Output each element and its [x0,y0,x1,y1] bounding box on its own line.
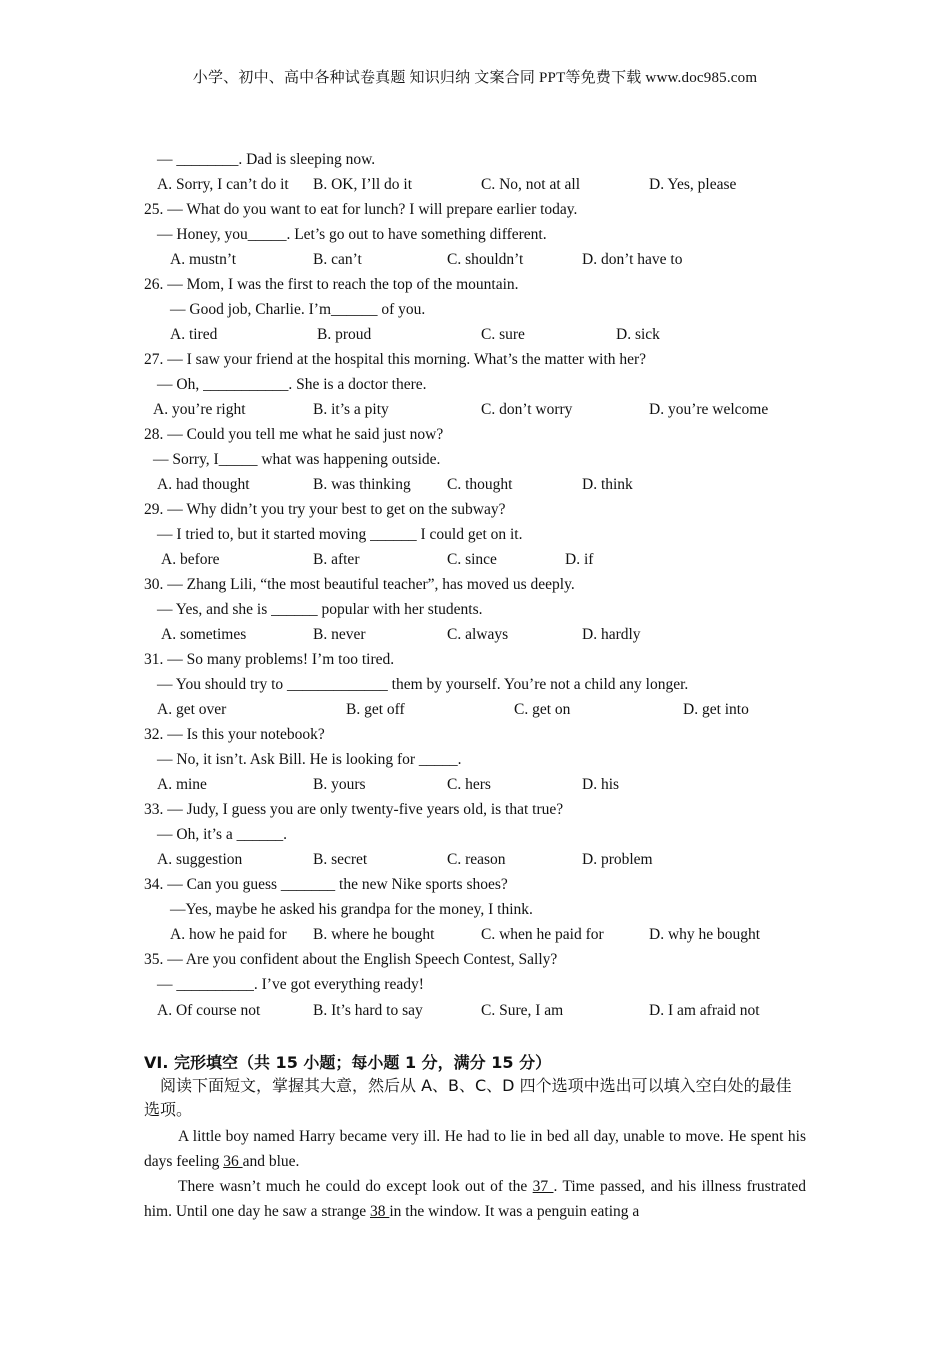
q28-response: — Sorry, I_____ what was happening outside. [153,451,441,468]
q24-option-b: B. OK, I’ll do it [313,176,413,193]
q27-option-c: C. don’t worry [481,401,573,418]
q25-option-b: B. can’t [313,251,362,268]
paragraph-1-text-a: A little boy named Harry became very ill. He had to lie in bed all day, unable to move. He spent his days feeling [144,1128,806,1170]
passage-paragraph-2 [144,1174,806,1224]
q24-option-d: D. Yes, please [649,176,737,193]
blank-38: 38 [369,1203,390,1220]
q30-option-a: A. sometimes [161,626,247,643]
q30-option-b: B. never [313,626,366,643]
q25-option-d: D. don’t have to [582,251,683,268]
q35-question: 35. — Are you confident about the English Speech Contest, Sally? [144,951,558,968]
q34-option-d: D. why he bought [649,926,761,943]
q31-option-c: C. get on [514,701,571,718]
q35-option-d: D. I am afraid not [649,1002,760,1019]
q25-question: 25. — What do you want to eat for lunch? I will prepare earlier today. [144,201,578,218]
paragraph-1-text-b: and blue. [242,1153,300,1170]
paragraph-2-text-b: . Time passed, and his illness frustrated him. Until one day he saw a strange [144,1178,807,1220]
q29-question: 29. — Why didn’t you try your best to get on the subway? [144,501,506,518]
q32-response: — No, it isn’t. Ask Bill. He is looking for _____. [157,751,462,768]
q25-option-a: A. mustn’t [170,251,237,268]
q30-option-d: D. hardly [582,626,641,643]
q26-option-d: D. sick [616,326,660,343]
q28-option-c: C. thought [447,476,513,493]
q26-question: 26. — Mom, I was the first to reach the top of the mountain. [144,276,519,293]
q31-option-d: D. get into [683,701,749,718]
q31-response: — You should try to _____________ them by yourself. You’re not a child any longer. [157,676,689,693]
q29-option-d: D. if [565,551,594,568]
q32-question: 32. — Is this your notebook? [144,726,325,743]
q32-option-b: B. yours [313,776,366,793]
q27-question: 27. — I saw your friend at the hospital this morning. What’s the matter with her? [144,351,647,368]
q28-option-a: A. had thought [157,476,250,493]
q29-option-c: C. since [447,551,497,568]
q33-option-a: A. suggestion [157,851,243,868]
section-instruction: 阅读下面短文，掌握其大意，然后从 A、B、C、D 四个选项中选出可以填入空白处的最佳选项。 [144,1076,792,1119]
page-header: 小学、初中、高中各种试卷真题 知识归纳 文案合同 PPT等免费下载 www.doc985.com [192,70,758,86]
q27-option-b: B. it’s a pity [313,401,389,418]
q34-response: —Yes, maybe he asked his grandpa for the money, I think. [170,901,533,918]
q34-option-a: A. how he paid for [170,926,287,943]
q33-option-c: C. reason [447,851,506,868]
q34-option-b: B. where he bought [313,926,435,943]
q28-question: 28. — Could you tell me what he said just now? [144,426,444,443]
paragraph-2-text-c: in the window. It was a penguin eating a [389,1203,640,1220]
q25-option-c: C. shouldn’t [447,251,524,268]
blank-37: 37 [532,1178,554,1195]
q31-question: 31. — So many problems! I’m too tired. [144,651,395,668]
q35-response: — __________. I’ve got everything ready! [157,976,424,993]
q32-option-d: D. his [582,776,620,793]
q32-option-a: A. mine [157,776,207,793]
q30-response: — Yes, and she is ______ popular with her students. [157,601,483,618]
section-title: VI. 完形填空（共 15 小题；每小题 1 分，满分 15 分） [144,1053,552,1072]
q27-option-a: A. you’re right [153,401,246,418]
q29-option-b: B. after [313,551,360,568]
q24-option-c: C. No, not at all [481,176,581,193]
q34-option-c: C. when he paid for [481,926,604,943]
q29-option-a: A. before [161,551,220,568]
q24-answer-line: — ________. Dad is sleeping now. [157,151,376,168]
q27-response: — Oh, ___________. She is a doctor there. [157,376,427,393]
q33-option-d: D. problem [582,851,653,868]
passage-paragraph-1 [144,1124,806,1174]
q33-option-b: B. secret [313,851,368,868]
q35-option-a: A. Of course not [157,1002,261,1019]
blank-36: 36 [223,1153,243,1170]
q29-response: — I tried to, but it started moving ______ I could get on it. [157,526,523,543]
q30-option-c: C. always [447,626,509,643]
q27-option-d: D. you’re welcome [649,401,769,418]
q31-option-b: B. get off [346,701,405,718]
q26-response: — Good job, Charlie. I’m______ of you. [170,301,426,318]
q32-option-c: C. hers [447,776,491,793]
q28-option-b: B. was thinking [313,476,411,493]
q28-option-d: D. think [582,476,633,493]
q26-option-b: B. proud [317,326,372,343]
q34-question: 34. — Can you guess _______ the new Nike sports shoes? [144,876,508,893]
q33-question: 33. — Judy, I guess you are only twenty-five years old, is that true? [144,801,564,818]
q33-response: — Oh, it’s a ______. [157,826,288,843]
q24-option-a: A. Sorry, I can’t do it [157,176,289,193]
q26-option-c: C. sure [481,326,525,343]
paragraph-2-text-a: There wasn’t much he could do except look out of the [178,1178,533,1195]
q35-option-c: C. Sure, I am [481,1002,564,1019]
q26-option-a: A. tired [170,326,218,343]
q31-option-a: A. get over [157,701,227,718]
q25-response: — Honey, you_____. Let’s go out to have something different. [157,226,547,243]
q35-option-b: B. It’s hard to say [313,1002,423,1019]
q30-question: 30. — Zhang Lili, “the most beautiful teacher”, has moved us deeply. [144,576,575,593]
